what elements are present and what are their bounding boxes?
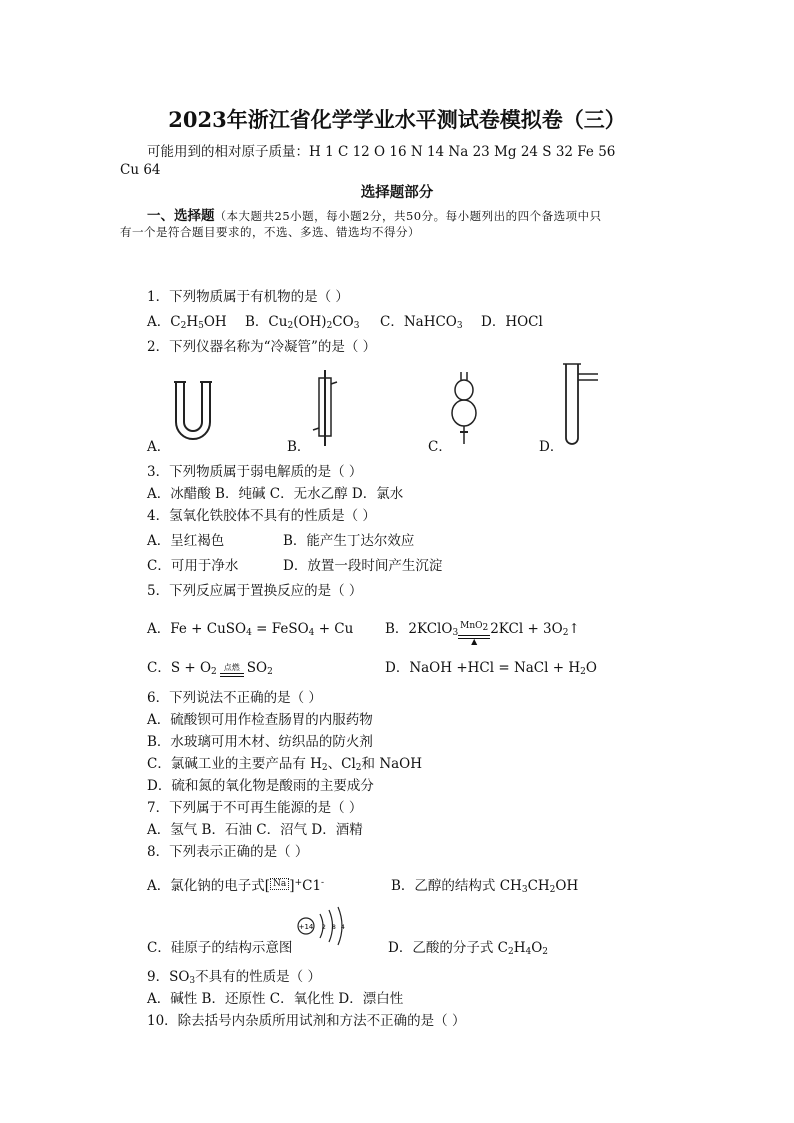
q3-options: A．冰醋酸 B．纯碱 C．无水乙醇 D．氯水 bbox=[147, 486, 404, 502]
q4-option-c: C．可用于净水 bbox=[147, 558, 239, 574]
atomic-mass-line2: Cu 64 bbox=[120, 162, 161, 178]
q1-option-a: A．$C_2H_5OH$ bbox=[147, 314, 227, 331]
q2-option-b: B． bbox=[287, 439, 311, 455]
q8-option-a: A．氯化钠的电子式[ Na ]+C1- bbox=[147, 878, 325, 894]
q5-option-b: B．2KClO$_3$ MnO$_2$ ▲ $2KCl + 3O_2↑$ bbox=[385, 621, 580, 646]
section-title: 选择题部分 bbox=[360, 184, 434, 201]
q5-option-c: C．$S + O_2$ 点燃 $SO_2$ bbox=[147, 660, 273, 677]
part-note-1: （本大题共25小题，每小题2分，共50分。每小题列出的四个备选项中只 bbox=[214, 209, 602, 223]
q5-option-d: D．NaOH +HCl = NaCl + $H_2O$ bbox=[385, 660, 597, 677]
q4-option-d: D．放置一段时间产生沉淀 bbox=[283, 558, 443, 574]
q6-option-b: B．水玻璃可用木材、纺织品的防火剂 bbox=[147, 734, 373, 750]
svg-text:4: 4 bbox=[341, 924, 345, 931]
page-title: 2023年浙江省化学学业水平测试卷模拟卷（三） bbox=[168, 107, 626, 132]
q5-c-condition: 点燃 bbox=[223, 663, 240, 672]
q8-option-d: D．乙酸的分子式 $C_2H_4O_2$ bbox=[388, 940, 549, 957]
q1-stem: 1．下列物质属于有机物的是（ ） bbox=[147, 289, 349, 305]
q1-option-b: B．$Cu_2(OH)_2CO_3$ bbox=[245, 314, 360, 331]
q4-stem: 4．氢氧化铁胶体不具有的性质是（ ） bbox=[147, 508, 376, 524]
q9-options: A．碱性 B．还原性 C．氧化性 D．漂白性 bbox=[147, 991, 404, 1007]
q6-stem: 6．下列说法不正确的是（ ） bbox=[147, 690, 322, 706]
q2-option-c: C． bbox=[428, 439, 452, 455]
part-note-2: 有一个是符合题目要求的，不选、多选、错选均不得分） bbox=[120, 225, 420, 239]
drying-tube-icon bbox=[558, 360, 602, 448]
q5-option-a: A．Fe + CuSO$_4$ = FeSO$_4$ + Cu bbox=[147, 621, 354, 638]
q8-stem: 8．下列表示正确的是（ ） bbox=[147, 844, 309, 860]
q10-stem: 10．除去括号内杂质所用试剂和方法不正确的是（ ） bbox=[147, 1013, 466, 1029]
q6-option-d: D．硫和氮的氧化物是酸雨的主要成分 bbox=[147, 778, 374, 794]
q6-option-a: A．硫酸钡可用作检查肠胃的内服药物 bbox=[147, 712, 373, 728]
separatory-funnel-icon bbox=[448, 370, 480, 448]
q2-stem: 2．下列仪器名称为“冷凝管”的是（ ） bbox=[147, 339, 377, 355]
na-electron-dots-icon: Na bbox=[270, 878, 289, 890]
silicon-atom-diagram-icon bbox=[296, 906, 348, 948]
u-tube-icon bbox=[170, 378, 216, 448]
condenser-icon bbox=[310, 368, 340, 448]
q9-stem: 9．$SO_3$不具有的性质是（ ） bbox=[147, 969, 321, 986]
q7-stem: 7．下列属于不可再生能源的是（ ） bbox=[147, 800, 363, 816]
q8-option-c: C．硅原子的结构示意图 bbox=[147, 940, 293, 956]
svg-text:2: 2 bbox=[322, 924, 326, 931]
q2-option-a: A． bbox=[147, 439, 171, 455]
q2-option-d: D． bbox=[539, 439, 564, 455]
svg-text:+14: +14 bbox=[298, 923, 314, 931]
heat-triangle-icon: ▲ bbox=[471, 637, 478, 646]
q4-option-a: A．呈红褐色 bbox=[147, 533, 225, 549]
q3-stem: 3．下列物质属于弱电解质的是（ ） bbox=[147, 464, 363, 480]
q5-b-catalyst: MnO$_2$ bbox=[460, 621, 489, 633]
svg-text:8: 8 bbox=[332, 924, 336, 931]
q8-option-b: B．乙醇的结构式 $CH_3CH_2OH$ bbox=[391, 878, 579, 895]
q1-option-d: D．HOCl bbox=[481, 314, 543, 330]
part-heading-label: 一、选择题 bbox=[147, 208, 215, 224]
q7-options: A．氢气 B．石油 C．沼气 D．酒精 bbox=[147, 822, 363, 838]
q4-option-b: B．能产生丁达尔效应 bbox=[283, 533, 415, 549]
part-heading bbox=[147, 204, 602, 224]
q6-option-c: C．氯碱工业的主要产品有 $H_2$、$Cl_2$和 NaOH bbox=[147, 756, 423, 773]
atomic-mass-line1: 可能用到的相对原子质量：H 1 C 12 O 16 N 14 Na 23 Mg 24 S 32 Fe 56 bbox=[147, 144, 616, 160]
q1-option-c: C．NaHCO$_3$ bbox=[380, 314, 463, 331]
q5-stem: 5．下列反应属于置换反应的是（ ） bbox=[147, 583, 363, 599]
